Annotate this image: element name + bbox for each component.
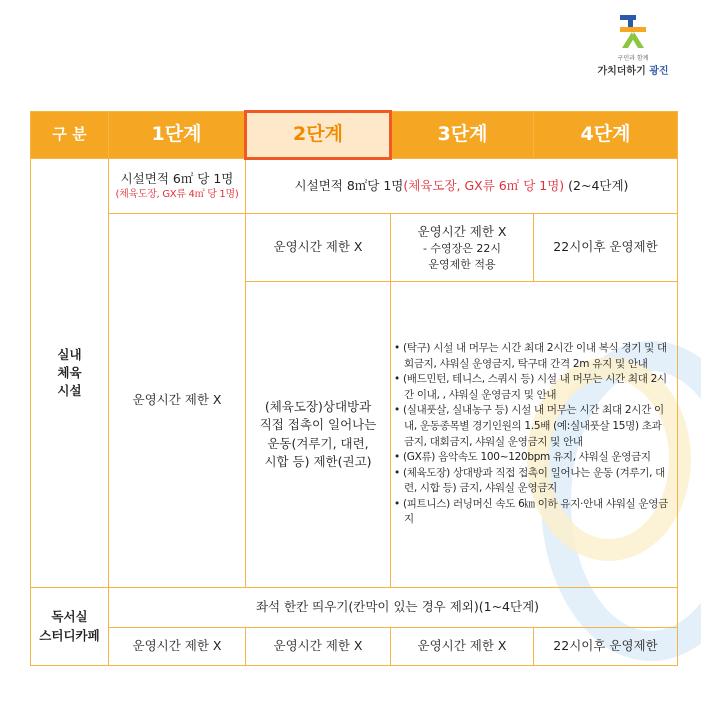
- study-level1-hours: 운영시간 제한 X: [109, 628, 246, 666]
- table-row: [31, 588, 678, 628]
- study-level4-hours: 22시이후 운영제한: [534, 628, 678, 666]
- header-category: 구 분: [31, 112, 109, 159]
- study-level2-hours: 운영시간 제한 X: [246, 628, 391, 666]
- level34-facility-rules: [391, 282, 678, 588]
- logo-slogan: 구민과 함께: [617, 55, 649, 62]
- study-level3-hours: 운영시간 제한 X: [391, 628, 534, 666]
- header-level-4: 4단계: [534, 112, 678, 159]
- logo-brand-prefix: 가치더하기: [597, 66, 650, 77]
- level2-contact-sports-rule: (체육도장)상대방과 직접 접촉이 일어나는 운동(겨루기, 대련, 시합 등) 제한(권고): [246, 282, 391, 588]
- level3-hours-note1: - 수영장은 22시: [422, 242, 502, 256]
- category-indoor-sports: 실내 체육 시설: [31, 159, 109, 588]
- header-level-3: 3단계: [391, 112, 534, 159]
- level234-area-note: (체육도장, GX류 6㎡ 당 1명): [403, 178, 565, 194]
- social-distancing-table: [30, 110, 678, 666]
- gwangjin-emblem-icon: [614, 12, 652, 52]
- level234-area-rule: [246, 159, 678, 214]
- level3-hours-note2: 운영제한 적용: [428, 257, 496, 271]
- facility-rule-item: • (체육도장) 상대방과 직접 접촉이 일어나는 운동 (겨루기, 대련, 시합 등) 금지, 샤워실 운영금지: [394, 466, 674, 497]
- facility-rule-item: • (실내풋살, 실내농구 등) 시설 내 머무는 시간 최대 2시간 이내, 운동종목별 경기인원의 1.5배 (예:실내풋살 15명) 초과 금지, 대회금지, 샤워실 운영금지 및 안내: [394, 403, 674, 450]
- level2-hours: 운영시간 제한 X: [246, 214, 391, 282]
- facility-rule-item: • (탁구) 시설 내 머무는 시간 최대 2시간 이내 복식 경기 및 대회금지, 샤워실 운영금지, 탁구대 간격 2m 유지 및 안내: [394, 341, 674, 372]
- facility-rules-list: [394, 341, 674, 527]
- header-level-2-highlighted: 2단계: [246, 112, 391, 159]
- level234-area-main: 시설면적 8㎡당 1명: [294, 178, 404, 194]
- table-row: [31, 159, 678, 214]
- facility-rule-item: • (피트니스) 러닝머신 속도 6㎞ 이하 유지·안내 샤워실 운영금지: [394, 497, 674, 528]
- header-level-1: 1단계: [109, 112, 246, 159]
- level234-area-suffix: (2~4단계): [564, 178, 629, 194]
- study-seat-rule: 좌석 한칸 띄우기(칸막이 있는 경우 제외)(1~4단계): [109, 588, 678, 628]
- level3-hours: [391, 214, 534, 282]
- table-row: [31, 214, 678, 282]
- level4-hours: 22시이후 운영제한: [534, 214, 678, 282]
- level1-area-main: 시설면적 6㎡ 당 1명: [120, 170, 234, 186]
- level3-hours-main: 운영시간 제한 X: [417, 224, 507, 240]
- table-row: [31, 628, 678, 666]
- logo-brand-name: 광진: [649, 66, 669, 77]
- category-study-cafe: 독서실 스터디카페: [31, 588, 109, 666]
- facility-rule-item: • (GX류) 음악속도 100~120bpm 유지, 샤워실 운영금지: [394, 450, 674, 466]
- logo-brand: [583, 62, 683, 77]
- table-header-row: [31, 112, 678, 159]
- level1-area-rule: [109, 159, 246, 214]
- gwangjin-logo: [583, 12, 683, 77]
- level1-hours: 운영시간 제한 X: [109, 214, 246, 588]
- level1-area-note: (체육도장, GX류 4㎡ 당 1명): [115, 188, 239, 200]
- facility-rule-item: • (배드민턴, 테니스, 스쿼시 등) 시설 내 머무는 시간 최대 2시간 이내, , 샤워실 운영금지 및 안내: [394, 372, 674, 403]
